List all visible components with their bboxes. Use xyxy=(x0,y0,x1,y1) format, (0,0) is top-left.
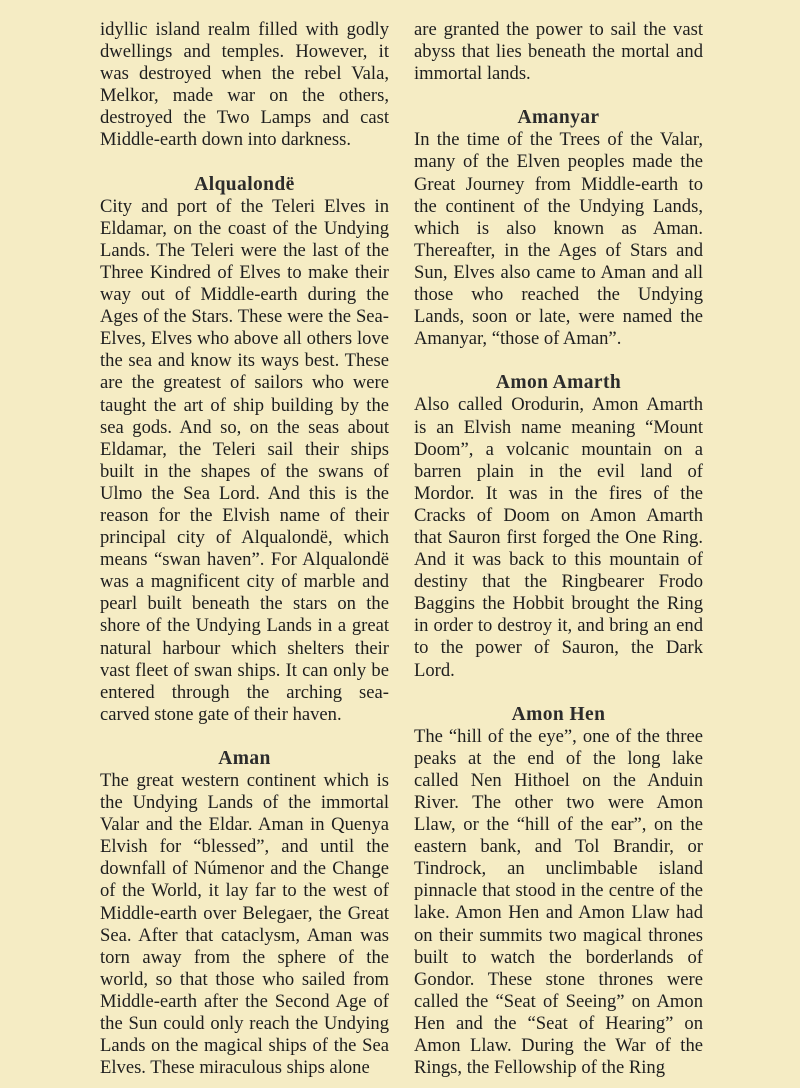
entry-text-amon-amarth: Also called Orodurin, Amon Amarth is an Elvish name meaning “Mount Doom”, a volcanic mountain on a barren plain in the evil land of Mordor. It was in the fires of the Cracks of Doom on Amon Amarth that Sauron first forged the One Ring. And it was back to this mountain of destiny that the Ringbearer Frodo Baggins the Hobbit brought the Ring in order to destroy it, and bring an end to the power of Sauron, the Dark Lord. xyxy=(414,394,703,681)
entry-spacer xyxy=(100,152,389,174)
entry-title-amon-hen: Amon Hen xyxy=(511,703,606,725)
entry-text-amanyar: In the time of the Trees of the Valar, many of the Elven peoples made the Great Journey from Middle-earth to the continent of the Undying Lands, which is also known as Aman. Thereafter, in the Ages of Stars and Sun, Elves also came to Aman and all those who reached the Undying Lands, soon or late, were named the Amanyar, “those of Aman”. xyxy=(414,129,703,350)
left-continuation-paragraph: idyllic island realm filled with godly dwellings and temples. However, it was destroyed when the rebel Vala, Melkor, made war on the others, destroyed the Two Lamps and cast Middle-earth down into darkness. xyxy=(100,19,389,151)
entry-spacer xyxy=(414,85,703,107)
entry-title-aman: Aman xyxy=(218,747,271,769)
entry-title-alqualonde: Alqualondë xyxy=(194,173,295,195)
entry-text-aman: The great western continent which is the Undying Lands of the immortal Valar and the Eldar. Aman in Quenya Elvish for “blessed”, and until the downfall of Númenor and the Change of the World, it lay far to the west of Middle-earth over Belegaer, the Great Sea. After that cataclysm, Aman was torn away from the sphere of the world, so that those who sailed from Middle-earth after the Second Age of the Sun could only reach the Undying Lands on the magical ships of the Sea Elves. These miraculous ships alone xyxy=(100,770,389,1079)
entry-spacer xyxy=(414,350,703,372)
entry-text-alqualonde: City and port of the Teleri Elves in Eldamar, on the coast of the Undying Lands. The Teleri were the last of the Three Kindred of Elves to make their way out of Middle-earth during the Ages of the Stars. These were the Sea-Elves, Elves who above all others love the sea and know its ways best. These are the greatest of sailors who were taught the art of ship building by the sea gods. And so, on the seas about Eldamar, the Teleri sail their ships built in the shapes of the swans of Ulmo the Sea Lord. And this is the reason for the Elvish name of their principal city of Alqualondë, which means “swan haven”. For Alqualondë was a magnificent city of marble and pearl built beneath the stars on the shore of the Undying Lands in a great natural harbour which shelters their vast fleet of swan ships. It can only be entered through the arching sea-carved stone gate of their haven. xyxy=(100,195,389,725)
entry-spacer xyxy=(414,682,703,704)
right-column xyxy=(414,19,703,1079)
right-continuation-paragraph: are granted the power to sail the vast abyss that lies beneath the mortal and immortal lands. xyxy=(414,19,703,85)
entry-spacer xyxy=(100,726,389,748)
left-column xyxy=(100,19,389,1079)
entry-title-amon-amarth: Amon Amarth xyxy=(495,372,622,394)
entry-title-amanyar: Amanyar xyxy=(517,107,600,129)
entry-text-amon-hen: The “hill of the eye”, one of the three peaks at the end of the long lake called Nen Hithoel on the Anduin River. The other two were Amon Llaw, or the “hill of the ear”, on the eastern bank, and Tol Brandir, or Tindrock, an unclimbable island pinnacle that stood in the centre of the lake. Amon Hen and Amon Llaw had on their summits two magical thrones built to watch the borderlands of Gondor. These stone thrones were called the “Seat of Seeing” on Amon Hen and the “Seat of Hearing” on Amon Llaw. During the War of the Rings, the Fellowship of the Ring xyxy=(414,725,703,1079)
